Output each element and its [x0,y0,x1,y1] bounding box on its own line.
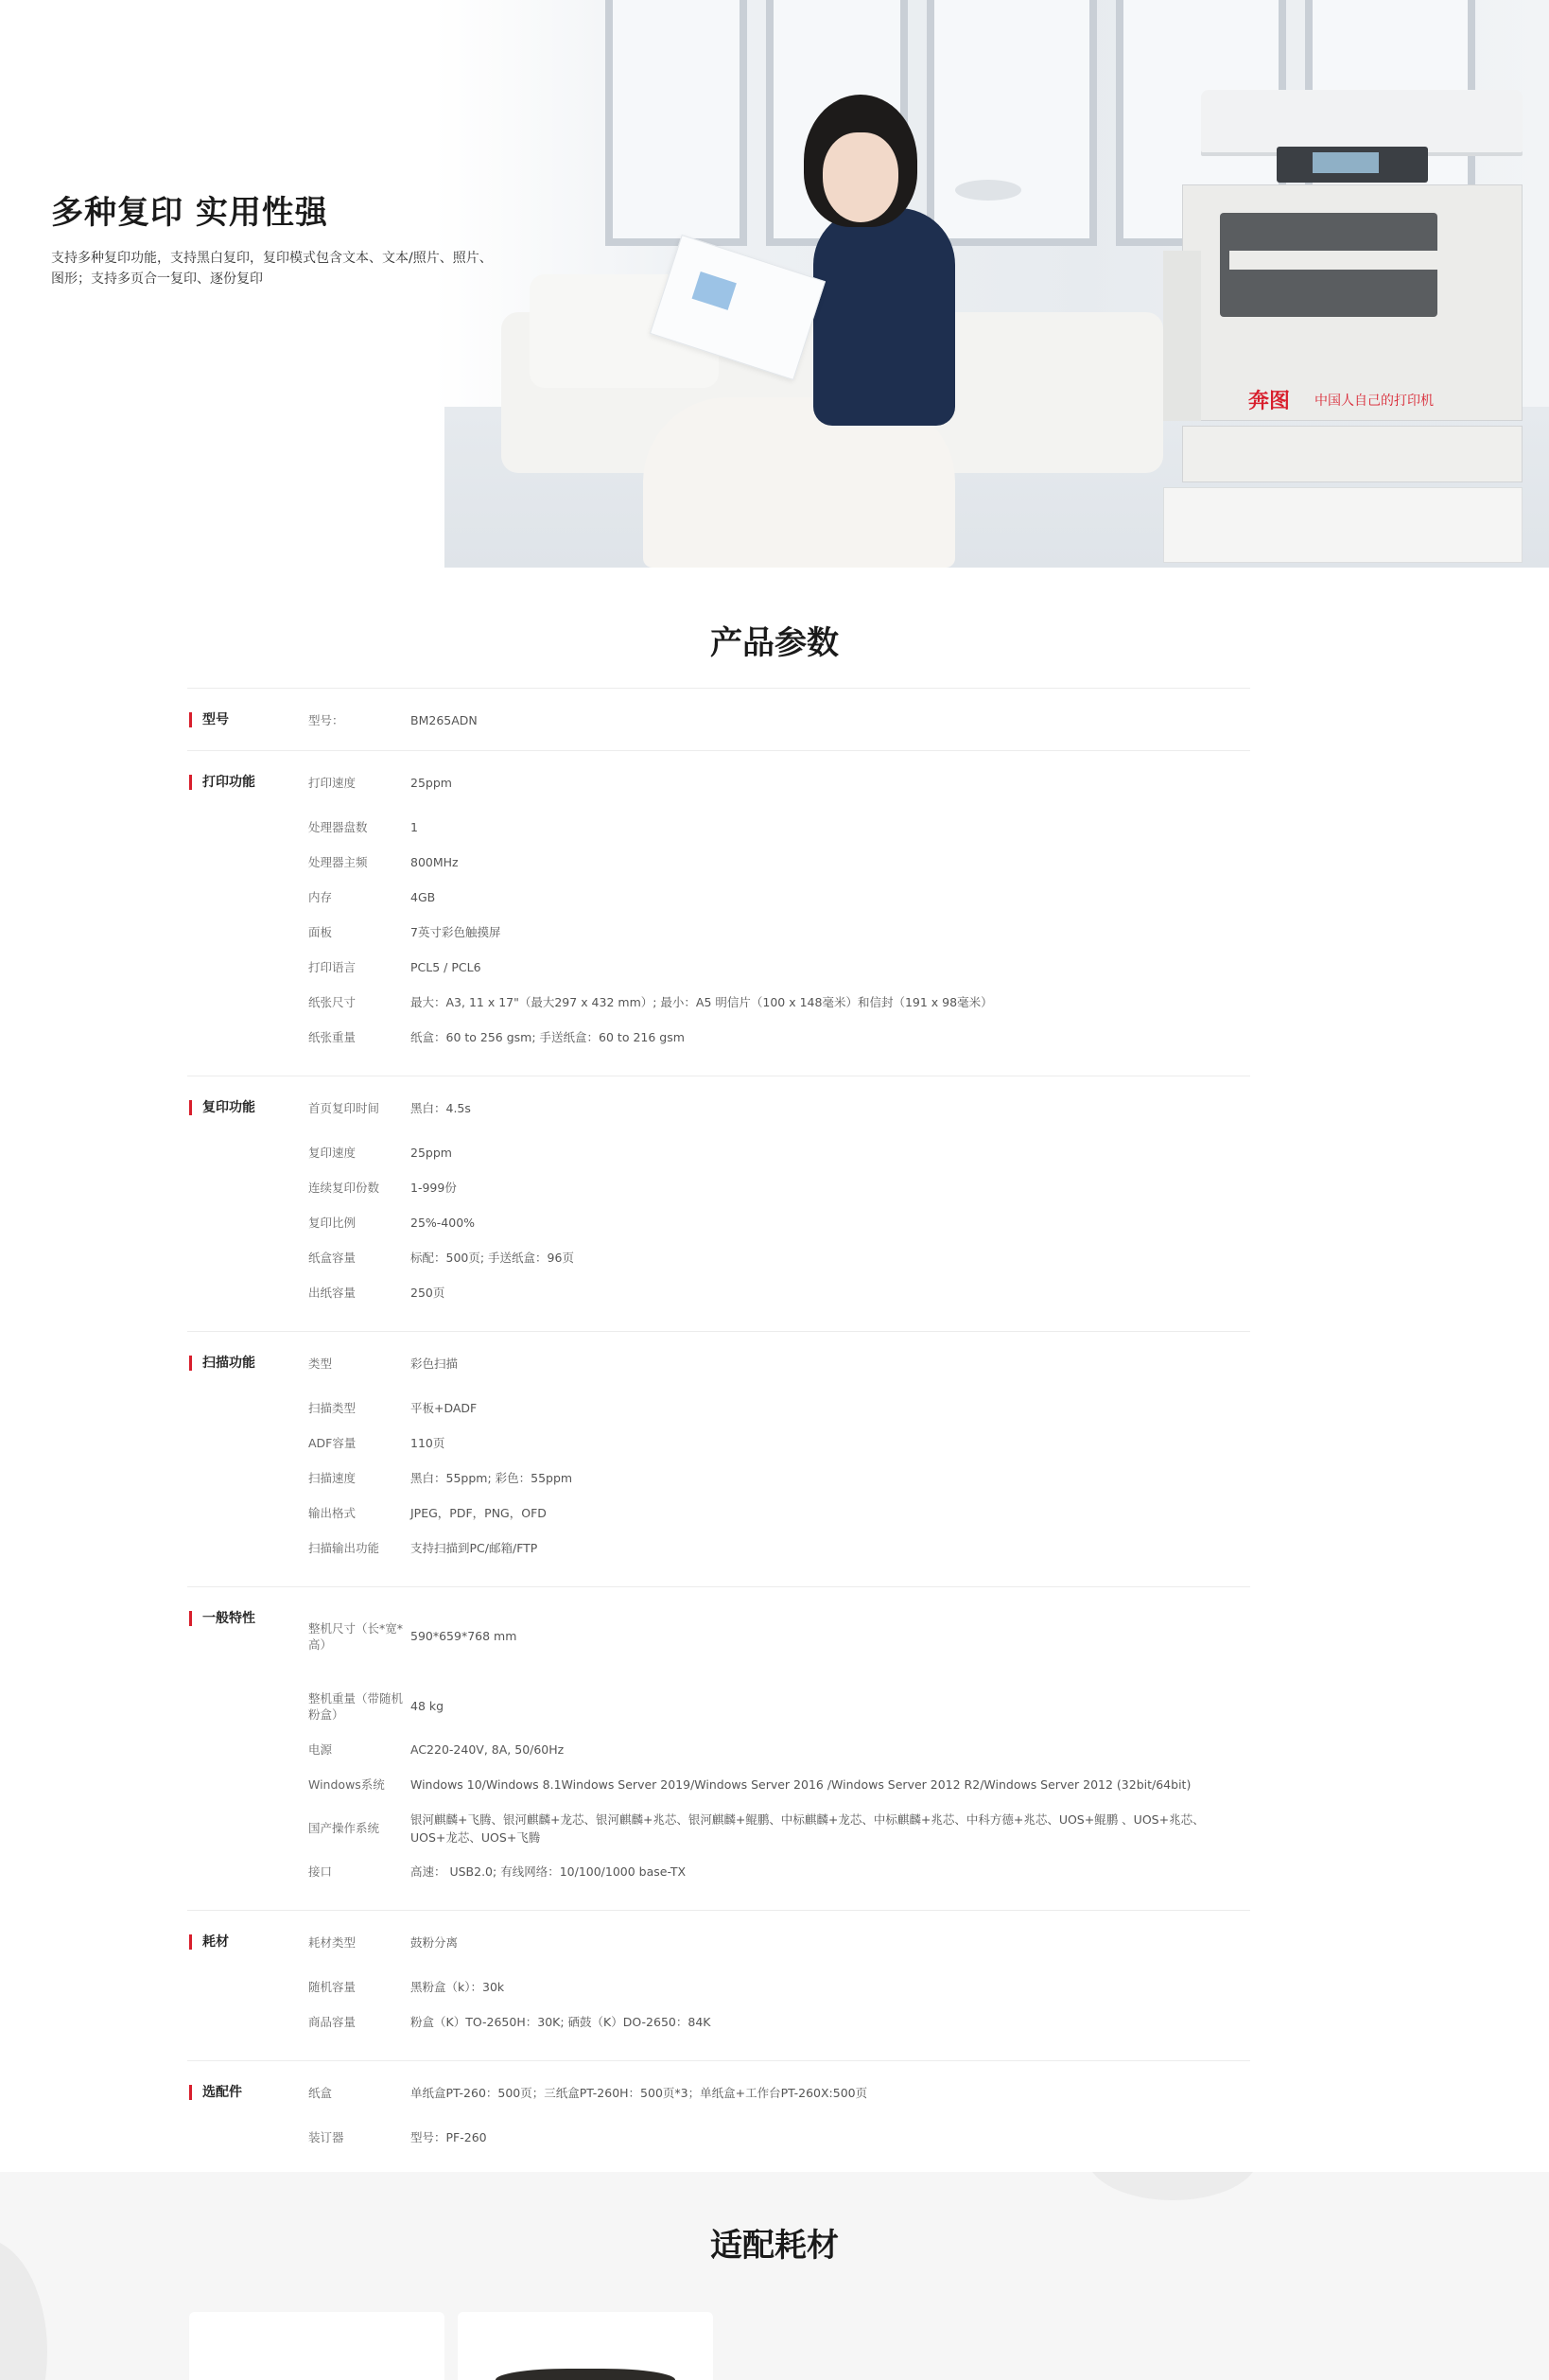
printer-side-tray [1163,251,1201,421]
spec-value: Windows 10/Windows 8.1Windows Server 2019/Windows Server 2016 /Windows Server 2012 R2/Windows Server 2012 (32bit/64bit) [410,1777,1192,1792]
spec-value: 平板+DADF [410,1401,478,1415]
spec-value: 最大：A3, 11 x 17"（最大297 x 432 mm）; 最小：A5 明信片（100 x 148毫米）和信封（191 x 98毫米） [410,995,993,1009]
spec-row [308,1020,1250,1055]
spec-row [308,1170,1250,1205]
spec-row [308,1680,1250,1732]
spec-value: 48 kg [410,1699,444,1713]
spec-group [187,1911,1250,2061]
spec-value: 标配：500页; 手送纸盒：96页 [410,1251,574,1265]
spec-row [308,1969,1250,2004]
spec-label: 纸盒 [308,2086,333,2100]
consumable-product-image [496,2369,675,2380]
spec-label: 商品容量 [308,2015,357,2029]
specs-title: 产品参数 [710,624,839,662]
spec-label: 型号： [308,713,344,727]
spec-label: 整机尺寸（长*宽*高） [308,1620,404,1652]
consumables-section [0,2172,1549,2380]
spec-label: 首页复印时间 [308,1101,380,1115]
printer-output-tray [1220,213,1437,317]
spec-row [308,2004,1250,2039]
spec-value: 25ppm [410,776,452,790]
window [927,0,1097,246]
spec-group-title: 耗材 [187,1934,229,1951]
spec-value: 黑粉盒（k）：30k [410,1980,505,1994]
decorative-shape [1088,2172,1258,2200]
spec-row [308,845,1250,880]
spec-label: 输出格式 [308,1506,357,1520]
spec-group [187,751,1250,1076]
spec-label: 打印语言 [308,960,357,974]
spec-value: 黑白：4.5s [410,1101,471,1115]
spec-value: 590*659*768 mm [410,1629,517,1643]
spec-value: 彩色扫描 [410,1356,459,1371]
spec-label: Windows系统 [308,1777,385,1792]
spec-value: 800MHz [410,855,459,869]
spec-label: 纸张重量 [308,1030,357,1044]
spec-value: 鼓粉分离 [410,1935,459,1950]
printer-paper-drawer [1182,426,1523,482]
spec-value: 银河麒麟+飞腾、银河麒麟+龙芯、银河麒麟+兆芯、银河麒麟+鲲鹏、中标麒麟+龙芯、中标麒麟+兆芯、中科方德+兆芯、UOS+鲲鹏 、UOS+兆芯、UOS+龙芯、UOS+飞腾 [410,1811,1205,1845]
spec-label: 整机重量（带随机粉盒） [308,1690,404,1722]
spec-row [308,2120,1250,2155]
spec-row [308,1732,1250,1767]
spec-label: 接口 [308,1864,333,1879]
spec-row [308,1391,1250,1426]
spec-value: 25ppm [410,1146,452,1160]
spec-group [187,1332,1250,1587]
spec-row [308,950,1250,985]
spec-group [187,1587,1250,1911]
spec-value: 粉盒（K）TO-2650H：30K; 硒鼓（K）DO-2650：84K [410,2015,711,2029]
spec-label: 电源 [308,1742,333,1757]
spec-label: 随机容量 [308,1980,357,1994]
spec-group-title: 打印功能 [187,774,255,791]
spec-group-title: 扫描功能 [187,1355,255,1372]
spec-label: 纸盒容量 [308,1251,357,1265]
spec-row [308,1240,1250,1275]
spec-group-title: 复印功能 [187,1099,255,1116]
spec-row [308,1802,1250,1854]
consumables-title: 适配耗材 [710,2227,839,2265]
spec-row [308,1461,1250,1496]
printer-image [1163,90,1523,525]
spec-value: 4GB [410,890,436,904]
spec-row [308,774,1250,792]
spec-group-title: 一般特性 [187,1610,255,1627]
spec-row [308,810,1250,845]
spec-group [187,689,1250,751]
spec-row [308,915,1250,950]
spec-label: 处理器主频 [308,855,368,869]
spec-label: 纸张尺寸 [308,995,357,1009]
printer-brand-logo: 奔图 [1248,390,1291,413]
spec-value: 250页 [410,1286,445,1300]
spec-value: BM265ADN [410,713,478,727]
window [605,0,747,246]
spec-row [308,1854,1250,1889]
printer-cabinet [1163,487,1523,563]
spec-value: 支持扫描到PC/邮箱/FTP [410,1541,538,1555]
spec-row [308,1610,1250,1662]
consumable-card[interactable] [458,2312,713,2380]
spec-row [308,1767,1250,1802]
spec-row [308,1426,1250,1461]
spec-value: 高速： USB2.0; 有线网络：10/100/1000 base-TX [410,1864,687,1879]
spec-row [308,1205,1250,1240]
spec-value: 型号：PF-260 [410,2130,487,2144]
spec-value: 1-999份 [410,1181,457,1195]
spec-label: 类型 [308,1356,333,1371]
spec-label: 打印速度 [308,776,357,790]
consumable-card[interactable] [189,2312,444,2380]
spec-label: 扫描速度 [308,1471,357,1485]
spec-row [308,711,1250,729]
spec-value: PCL5 / PCL6 [410,960,481,974]
spec-label: 面板 [308,925,333,939]
spec-value: JPEG，PDF，PNG，OFD [410,1506,547,1520]
spec-group-title: 选配件 [187,2084,242,2101]
spec-group [187,2061,1250,2177]
spec-label: 装订器 [308,2130,344,2144]
hero-title: 多种复印 实用性强 [51,194,328,232]
spec-row [308,1496,1250,1531]
printer-control-panel [1277,147,1428,183]
hero-banner [0,0,1549,568]
woman-figure-face [823,132,898,222]
spec-value: AC220-240V, 8A, 50/60Hz [410,1742,565,1757]
spec-value: 1 [410,820,418,834]
spec-label: 内存 [308,890,333,904]
spec-label: 扫描类型 [308,1401,357,1415]
spec-row [308,1099,1250,1117]
spec-row [308,1355,1250,1373]
spec-group [187,1076,1250,1332]
spec-group-title: 型号 [187,711,229,728]
spec-label: 复印速度 [308,1146,357,1160]
woman-figure-body [813,208,955,426]
hero-description: 支持多种复印功能，支持黑白复印，复印模式包含文本、文本/照片、照片、图形；支持多页合一复印、逐份复印 [51,251,493,287]
spec-label: 出纸容量 [308,1286,357,1300]
spec-label: 耗材类型 [308,1935,357,1950]
spec-row [308,1275,1250,1310]
spec-label: 扫描输出功能 [308,1541,380,1555]
spec-value: 25%-400% [410,1216,476,1230]
spec-label: 连续复印份数 [308,1181,380,1195]
spec-row [308,985,1250,1020]
spec-value: 黑白：55ppm; 彩色：55ppm [410,1471,573,1485]
spec-label: 处理器盘数 [308,820,368,834]
stool [955,180,1021,201]
spec-value: 单纸盒PT-260：500页；三纸盒PT-260H：500页*3；单纸盒+工作台PT-260X:500页 [410,2086,868,2100]
spec-row [308,880,1250,915]
spec-label: 国产操作系统 [308,1821,380,1835]
spec-row [308,2084,1250,2102]
spec-row [308,1531,1250,1566]
spec-row [308,1934,1250,1951]
printer-slogan: 中国人自己的打印机 [1314,394,1434,409]
spec-value: 纸盒：60 to 256 gsm; 手送纸盒：60 to 216 gsm [410,1030,685,1044]
spec-row [308,1135,1250,1170]
spec-value: 7英寸彩色触摸屏 [410,925,501,939]
spec-label: 复印比例 [308,1216,357,1230]
spec-value: 110页 [410,1436,445,1450]
spec-label: ADF容量 [308,1436,357,1450]
specs-table [187,688,1250,2177]
